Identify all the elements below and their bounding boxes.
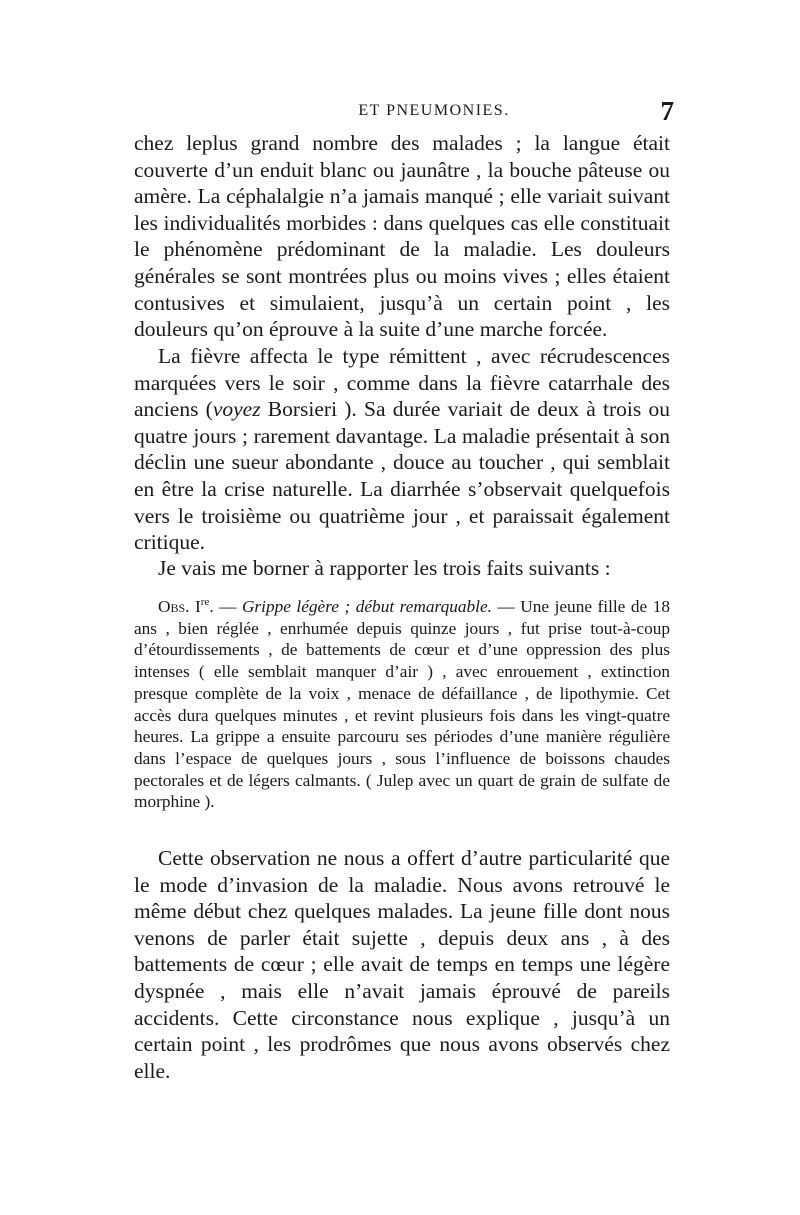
paragraph-text	[134, 130, 670, 343]
observation-dash: . —	[209, 597, 242, 616]
paragraph-symptoms	[134, 130, 670, 343]
paragraph-text-segment: Je vais me borner à rapporter les trois faits suivants :	[158, 556, 611, 580]
observation-numeral-sup: re	[200, 596, 210, 609]
observation-body: — Une jeune fille de 18 ans , bien réglée , enrhumée depuis quinze jours , fut prise tout-à-coup d’étourdissements , de battements de cœur et d’une oppression des plus intenses ( elle semblait manquer d’air ) , avec enrouement , extinction presque complète de la voix , menace de défaillance , de lipothymie. Cet accès dura quelques minutes , et revint plusieurs fois dans les vingt-quatre heures. La grippe a ensuite parcouru ses périodes d’une manière régulière dans l’espace de quelques jours , sous l’influence de boissons chaudes pectorales et de légers calmants. ( Julep avec un quart de grain de sulfate de morphine ).	[134, 597, 670, 812]
running-head	[134, 96, 674, 126]
paragraph-text-segment: La fièvre affecta le type rémittent , avec récrudescences marquées vers le soir , comme dans la fièvre catarrhale des anciens (	[134, 344, 670, 422]
observation-numeral: I	[195, 597, 201, 616]
paragraph-text-segment: Borsieri ). Sa durée variait de deux à trois ou quatre jours ; rarement davantage. La maladie présentait à son déclin une sueur abondante , douce au toucher , qui semblait en être la crise naturelle. La diarrhée s’observait quelquefois vers le troisième ou quatrième jour , et paraissait également critique.	[134, 397, 670, 555]
paragraph-closing	[134, 845, 670, 1084]
paragraph-text: Cette observation ne nous a offert d’autre particularité que le mode d’invasion de la maladie. Nous avons retrouvé le même début chez quelques malades. La jeune fille dont nous venons de parler était sujette , depuis deux ans , à des battements de cœur ; elle avait de temps en temps une légère dyspnée , mais elle n’avait jamais éprouvé de pareils accidents. Cette circonstance nous explique , jusqu’à un certain point , les prodrômes que nous avons observés chez elle.	[134, 846, 670, 1083]
paragraph-intro-cases	[134, 555, 670, 582]
paragraph-text-segment: chez leplus grand nombre des malades ; la langue était couverte d’un enduit blanc ou jaunâtre , la bouche pâteuse ou amère. La céphalalgie n’a jamais manqué ; elle variait suivant les individualités morbides : dans quelques cas elle constituait le phénomène prédominant de la maladie. Les douleurs générales se sont montrées plus ou moins vives ; elles étaient contusives et simulaient, jusqu’à un certain point , les douleurs qu’on éprouve à la suite d’une marche forcée.	[134, 131, 670, 342]
running-title: ET PNEUMONIES.	[358, 102, 510, 119]
page-number: 7	[660, 96, 674, 126]
observation-title: Grippe légère ; début remarquable.	[241, 597, 492, 616]
paragraph-fever	[134, 343, 670, 556]
observation-block	[134, 596, 670, 813]
observation-text	[134, 596, 670, 813]
paragraph-text	[134, 343, 670, 556]
observation-label: Obs.	[158, 597, 190, 616]
paragraph-text	[134, 555, 670, 582]
italic-reference: voyez	[212, 397, 261, 422]
